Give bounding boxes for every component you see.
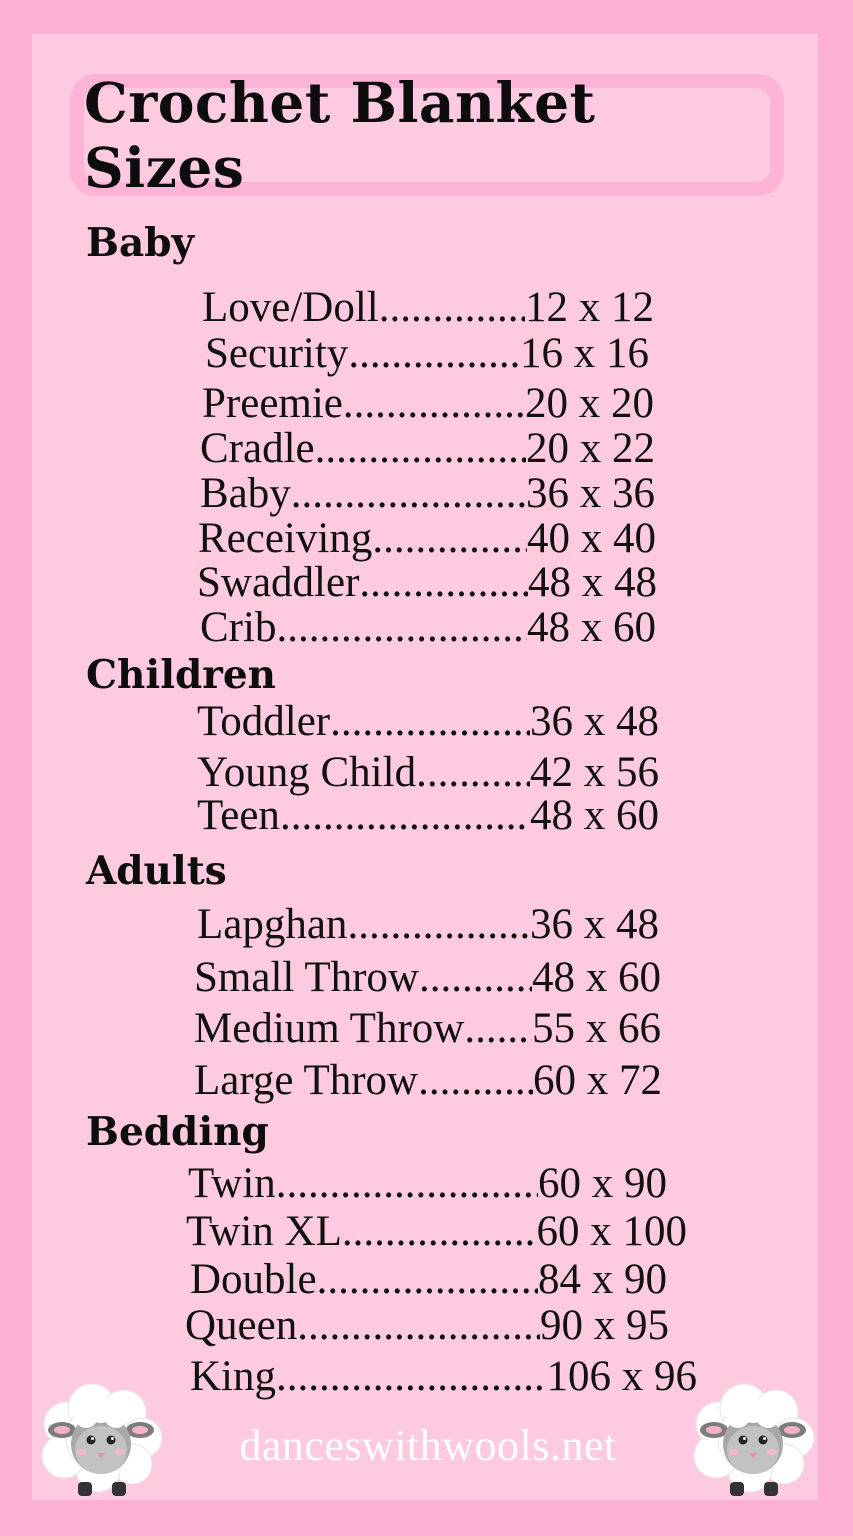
size-value: 55 x 66 bbox=[532, 1005, 661, 1052]
size-name: Receiving bbox=[198, 515, 373, 562]
size-name: Security bbox=[205, 330, 349, 377]
size-name: Lapghan bbox=[197, 901, 348, 948]
size-name: Large Throw bbox=[194, 1057, 419, 1104]
size-value: 20 x 22 bbox=[526, 425, 655, 472]
size-row bbox=[194, 956, 661, 999]
size-value: 36 x 36 bbox=[526, 470, 655, 517]
size-name: Young Child bbox=[197, 749, 417, 796]
section-heading-adults: Adults bbox=[86, 848, 227, 894]
size-row bbox=[197, 903, 659, 946]
size-name: Twin bbox=[188, 1160, 276, 1207]
size-name: Toddler bbox=[197, 698, 331, 745]
size-row bbox=[188, 1162, 667, 1205]
size-row bbox=[190, 1258, 667, 1301]
size-row bbox=[200, 606, 656, 649]
size-value: 60 x 100 bbox=[536, 1208, 687, 1255]
size-row bbox=[197, 751, 659, 794]
size-row bbox=[186, 1210, 687, 1253]
size-value: 60 x 72 bbox=[533, 1057, 662, 1104]
size-name: Preemie bbox=[202, 380, 343, 427]
section-heading-children: Children bbox=[86, 652, 277, 698]
size-name: Small Throw bbox=[194, 954, 419, 1001]
size-value: 40 x 40 bbox=[527, 515, 656, 562]
size-value: 20 x 20 bbox=[525, 380, 654, 427]
size-value: 48 x 60 bbox=[532, 954, 661, 1001]
size-row bbox=[185, 1304, 669, 1347]
size-row bbox=[198, 517, 656, 560]
size-value: 84 x 90 bbox=[538, 1256, 667, 1303]
size-name: Queen bbox=[185, 1302, 298, 1349]
size-value: 36 x 48 bbox=[530, 698, 659, 745]
size-value: 42 x 56 bbox=[530, 749, 659, 796]
size-name: Medium Throw bbox=[194, 1005, 465, 1052]
title-box bbox=[70, 70, 784, 200]
size-name: Swaddler bbox=[197, 559, 360, 606]
size-name: Twin XL bbox=[186, 1208, 342, 1255]
size-row bbox=[190, 1355, 697, 1398]
size-value: 48 x 60 bbox=[530, 792, 659, 839]
size-value: 16 x 16 bbox=[520, 330, 649, 377]
size-row bbox=[194, 1059, 662, 1102]
size-row bbox=[197, 794, 659, 837]
size-name: Teen bbox=[197, 792, 280, 839]
size-row bbox=[202, 286, 654, 329]
size-name: Love/Doll bbox=[202, 284, 379, 331]
size-row bbox=[205, 332, 649, 375]
size-value: 48 x 60 bbox=[527, 604, 656, 651]
size-name: Double bbox=[190, 1256, 317, 1303]
size-value: 12 x 12 bbox=[525, 284, 654, 331]
page-title: Crochet Blanket Sizes bbox=[84, 70, 596, 200]
size-value: 106 x 96 bbox=[546, 1353, 697, 1400]
title-inner bbox=[84, 70, 770, 200]
size-name: King bbox=[190, 1353, 276, 1400]
size-row bbox=[197, 561, 657, 604]
size-row bbox=[200, 472, 655, 515]
size-value: 48 x 48 bbox=[528, 559, 657, 606]
size-value: 60 x 90 bbox=[538, 1160, 667, 1207]
size-name: Cradle bbox=[200, 425, 315, 472]
size-value: 90 x 95 bbox=[540, 1302, 669, 1349]
size-row bbox=[197, 700, 659, 743]
section-heading-baby: Baby bbox=[86, 220, 195, 266]
size-name: Baby bbox=[200, 470, 291, 517]
size-row bbox=[200, 427, 655, 470]
website-url: danceswithwools.net bbox=[239, 1421, 617, 1470]
sheep-icon-right bbox=[688, 1378, 818, 1500]
sheep-icon-left bbox=[36, 1378, 166, 1500]
size-name: Crib bbox=[200, 604, 277, 651]
section-heading-bedding: Bedding bbox=[86, 1109, 269, 1155]
size-row bbox=[194, 1007, 661, 1050]
size-value: 36 x 48 bbox=[530, 901, 659, 948]
size-row bbox=[202, 382, 654, 425]
